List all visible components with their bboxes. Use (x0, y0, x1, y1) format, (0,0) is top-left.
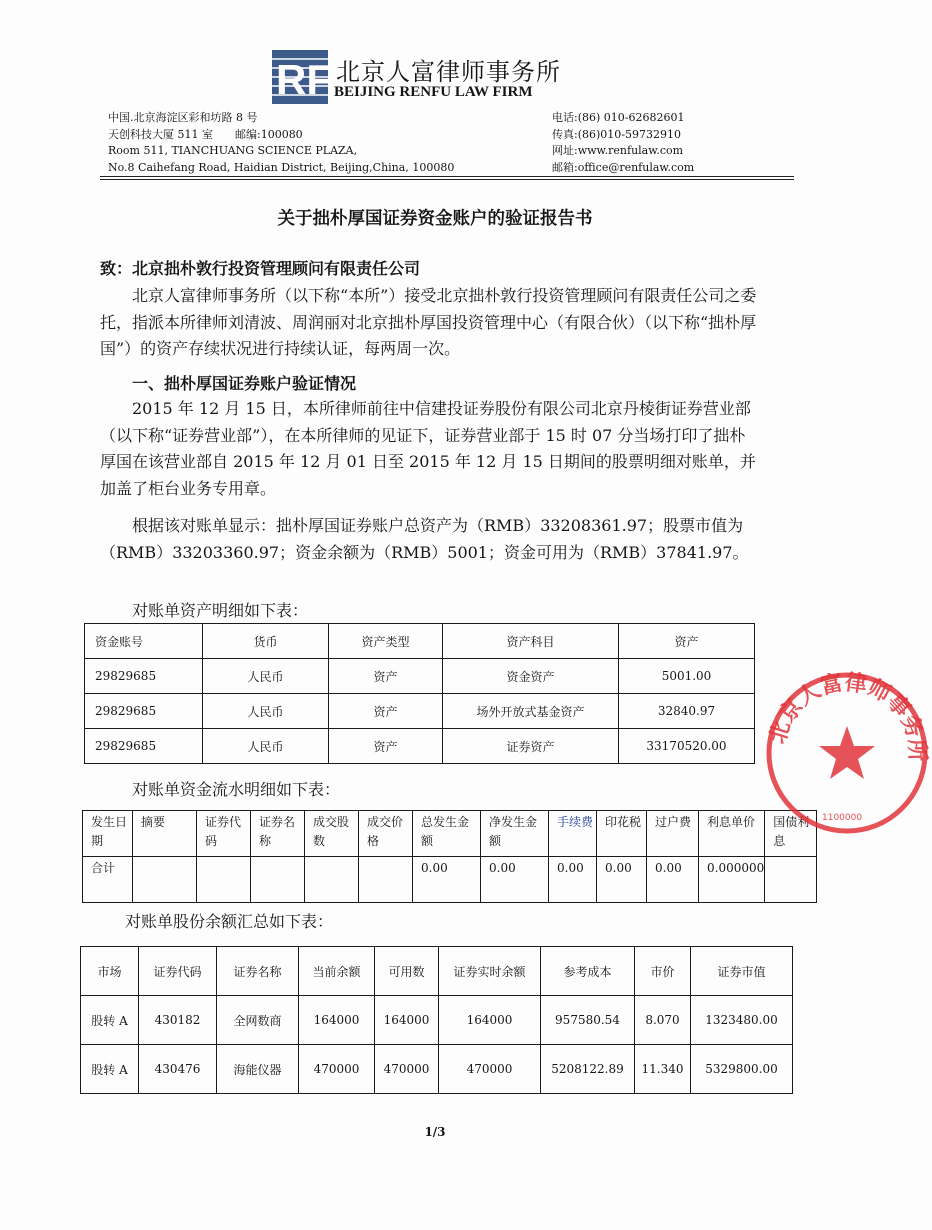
address-line: 天创科技大厦 511 室 邮编:100080 (108, 127, 303, 141)
logo-letters: RF (276, 56, 332, 103)
table-cell: 资产 (329, 659, 443, 694)
table-cell: 430476 (139, 1045, 217, 1094)
table-header-cell: 成交价格 (359, 811, 413, 857)
table-cell: 海能仪器 (217, 1045, 299, 1094)
seal-code: 1100000 (822, 813, 863, 823)
table-header-cell: 国债利息 (765, 811, 817, 857)
table-header-cell: 资产类型 (329, 624, 443, 659)
table-cell (305, 857, 359, 903)
table-header-cell: 当前余额 (299, 947, 375, 996)
table-cell: 0.00 (481, 857, 549, 903)
table-cell: 8.070 (635, 996, 691, 1045)
table-header-cell: 证券代码 (197, 811, 251, 857)
table-header-cell: 成交股数 (305, 811, 359, 857)
table-total-row (83, 857, 817, 903)
flow-table-caption: 对账单资金流水明细如下表： (132, 780, 341, 799)
table-cell (197, 857, 251, 903)
table-cell: 29829685 (85, 729, 203, 764)
addressee: 致：北京拙朴敦行投资管理顾问有限责任公司 (100, 259, 421, 278)
table-header-cell: 摘要 (133, 811, 197, 857)
table-header-cell: 资产科目 (443, 624, 619, 659)
contact-phone: 电话:(86) 010-62682601 (552, 111, 685, 124)
contact-website: 网址:www.renfulaw.com (552, 144, 684, 157)
table-header-cell: 证券市值 (691, 947, 793, 996)
section-heading: 一、拙朴厚国证券账户验证情况 (132, 374, 357, 393)
table-header-cell: 市场 (81, 947, 139, 996)
holdings-table-caption: 对账单股份余额汇总如下表： (125, 912, 334, 931)
paragraph-statement-summary: 根据该对账单显示：拙朴厚国证券账户总资产为（RMB）33208361.97；股票市值为（RMB）33203360.97；资金余额为（RMB）5001；资金可用为（RMB）37841.97。 (100, 516, 749, 562)
table-cell: 人民币 (203, 729, 329, 764)
table-cell: 164000 (375, 996, 439, 1045)
table-cell: 0.00 (597, 857, 647, 903)
table-header-cell: 印花税 (597, 811, 647, 857)
table-header-cell: 可用数 (375, 947, 439, 996)
table-row (85, 694, 755, 729)
table-header-cell: 证券代码 (139, 947, 217, 996)
table-row (85, 729, 755, 764)
firm-name-cn: 北京人富律师事务所 (336, 58, 561, 86)
table-cell: 合计 (83, 857, 133, 903)
table-cell: 资产 (329, 729, 443, 764)
table-header-cell: 资产 (619, 624, 755, 659)
holdings-table (80, 946, 793, 1094)
table-cell (359, 857, 413, 903)
table-header-cell: 过户费 (647, 811, 699, 857)
table-cell: 470000 (439, 1045, 541, 1094)
table-cell: 11.340 (635, 1045, 691, 1094)
table-cell: 470000 (375, 1045, 439, 1094)
page-number: 1/3 (424, 1125, 446, 1139)
table-cell: 5001.00 (619, 659, 755, 694)
table-header-row (85, 624, 755, 659)
table-cell: 0.00 (413, 857, 481, 903)
table-cell: 957580.54 (541, 996, 635, 1045)
table-cell: 0.000000 (699, 857, 765, 903)
table-cell: 场外开放式基金资产 (443, 694, 619, 729)
flow-table (82, 810, 817, 903)
contact-email: 邮箱:office@renfulaw.com (552, 160, 695, 174)
table-header-cell: 证券名称 (217, 947, 299, 996)
table-cell: 33170520.00 (619, 729, 755, 764)
letterhead-divider (100, 176, 794, 177)
table-header-row (81, 947, 793, 996)
document-title: 关于拙朴厚国证券资金账户的验证报告书 (277, 209, 593, 229)
firm-seal-icon (762, 668, 932, 838)
contact-fax: 传真:(86)010-59732910 (552, 127, 681, 141)
table-header-row (83, 811, 817, 857)
table-cell: 证券资产 (443, 729, 619, 764)
table-header-cell: 参考成本 (541, 947, 635, 996)
asset-table (84, 623, 755, 764)
table-cell: 人民币 (203, 694, 329, 729)
address-line: Room 511, TIANCHUANG SCIENCE PLAZA, (108, 144, 358, 157)
table-header-cell: 净发生金额 (481, 811, 549, 857)
table-cell (133, 857, 197, 903)
table-cell (765, 857, 817, 903)
letterhead-divider (100, 179, 794, 180)
table-cell: 0.00 (647, 857, 699, 903)
address-line: 中国.北京海淀区彩和坊路 8 号 (108, 111, 258, 124)
table-cell: 470000 (299, 1045, 375, 1094)
table-cell: 164000 (439, 996, 541, 1045)
paragraph-engagement: 北京人富律师事务所（以下称“本所”）接受北京拙朴敦行投资管理顾问有限责任公司之委托，指派本所律师刘清波、周润丽对北京拙朴厚国投资管理中心（有限合伙）（以下称“拙朴厚国”）的资产存续状况进行持续认证，每两周一次。 (100, 286, 757, 358)
table-cell: 164000 (299, 996, 375, 1045)
table-header-cell: 市价 (635, 947, 691, 996)
table-cell: 29829685 (85, 659, 203, 694)
table-cell (251, 857, 305, 903)
table-cell: 股转 A (81, 1045, 139, 1094)
table-cell: 0.00 (549, 857, 597, 903)
table-header-cell: 货币 (203, 624, 329, 659)
firm-address (108, 110, 454, 176)
table-header-cell: 发生日期 (83, 811, 133, 857)
table-cell: 430182 (139, 996, 217, 1045)
firm-logo-icon (272, 50, 332, 104)
table-header-cell: 资金账号 (85, 624, 203, 659)
address-line: No.8 Caihefang Road, Haidian District, Beijing,China, 100080 (108, 160, 455, 174)
table-cell: 5329800.00 (691, 1045, 793, 1094)
firm-contact (552, 110, 694, 176)
table-cell: 5208122.89 (541, 1045, 635, 1094)
table-cell: 全网数商 (217, 996, 299, 1045)
seal-text: 北京人富律师事务所 (765, 670, 930, 762)
table-row (81, 996, 793, 1045)
asset-table-caption: 对账单资产明细如下表： (132, 601, 309, 620)
table-row (85, 659, 755, 694)
table-cell: 32840.97 (619, 694, 755, 729)
table-header-cell: 手续费 (549, 811, 597, 857)
table-cell: 29829685 (85, 694, 203, 729)
table-cell: 资产 (329, 694, 443, 729)
table-header-cell: 总发生金额 (413, 811, 481, 857)
table-row (81, 1045, 793, 1094)
table-cell: 股转 A (81, 996, 139, 1045)
table-cell: 资金资产 (443, 659, 619, 694)
table-header-cell: 证券实时余额 (439, 947, 541, 996)
table-header-cell: 利息单价 (699, 811, 765, 857)
table-cell: 人民币 (203, 659, 329, 694)
firm-name-en: BEIJING RENFU LAW FIRM (334, 84, 533, 100)
paragraph-verification: 2015 年 12 月 15 日，本所律师前往中信建投证券股份有限公司北京丹棱街证券营业部（以下称“证券营业部”），在本所律师的见证下，证券营业部于 15 时 07 分当场打印了拙朴厚国在该营业部自 2015 年 12 月 01 日至 2015 年 12 月 15 日期间的股票明细对账单，并加盖了柜台业务专用章。 (100, 399, 756, 498)
table-cell: 1323480.00 (691, 996, 793, 1045)
table-header-cell: 证券名称 (251, 811, 305, 857)
